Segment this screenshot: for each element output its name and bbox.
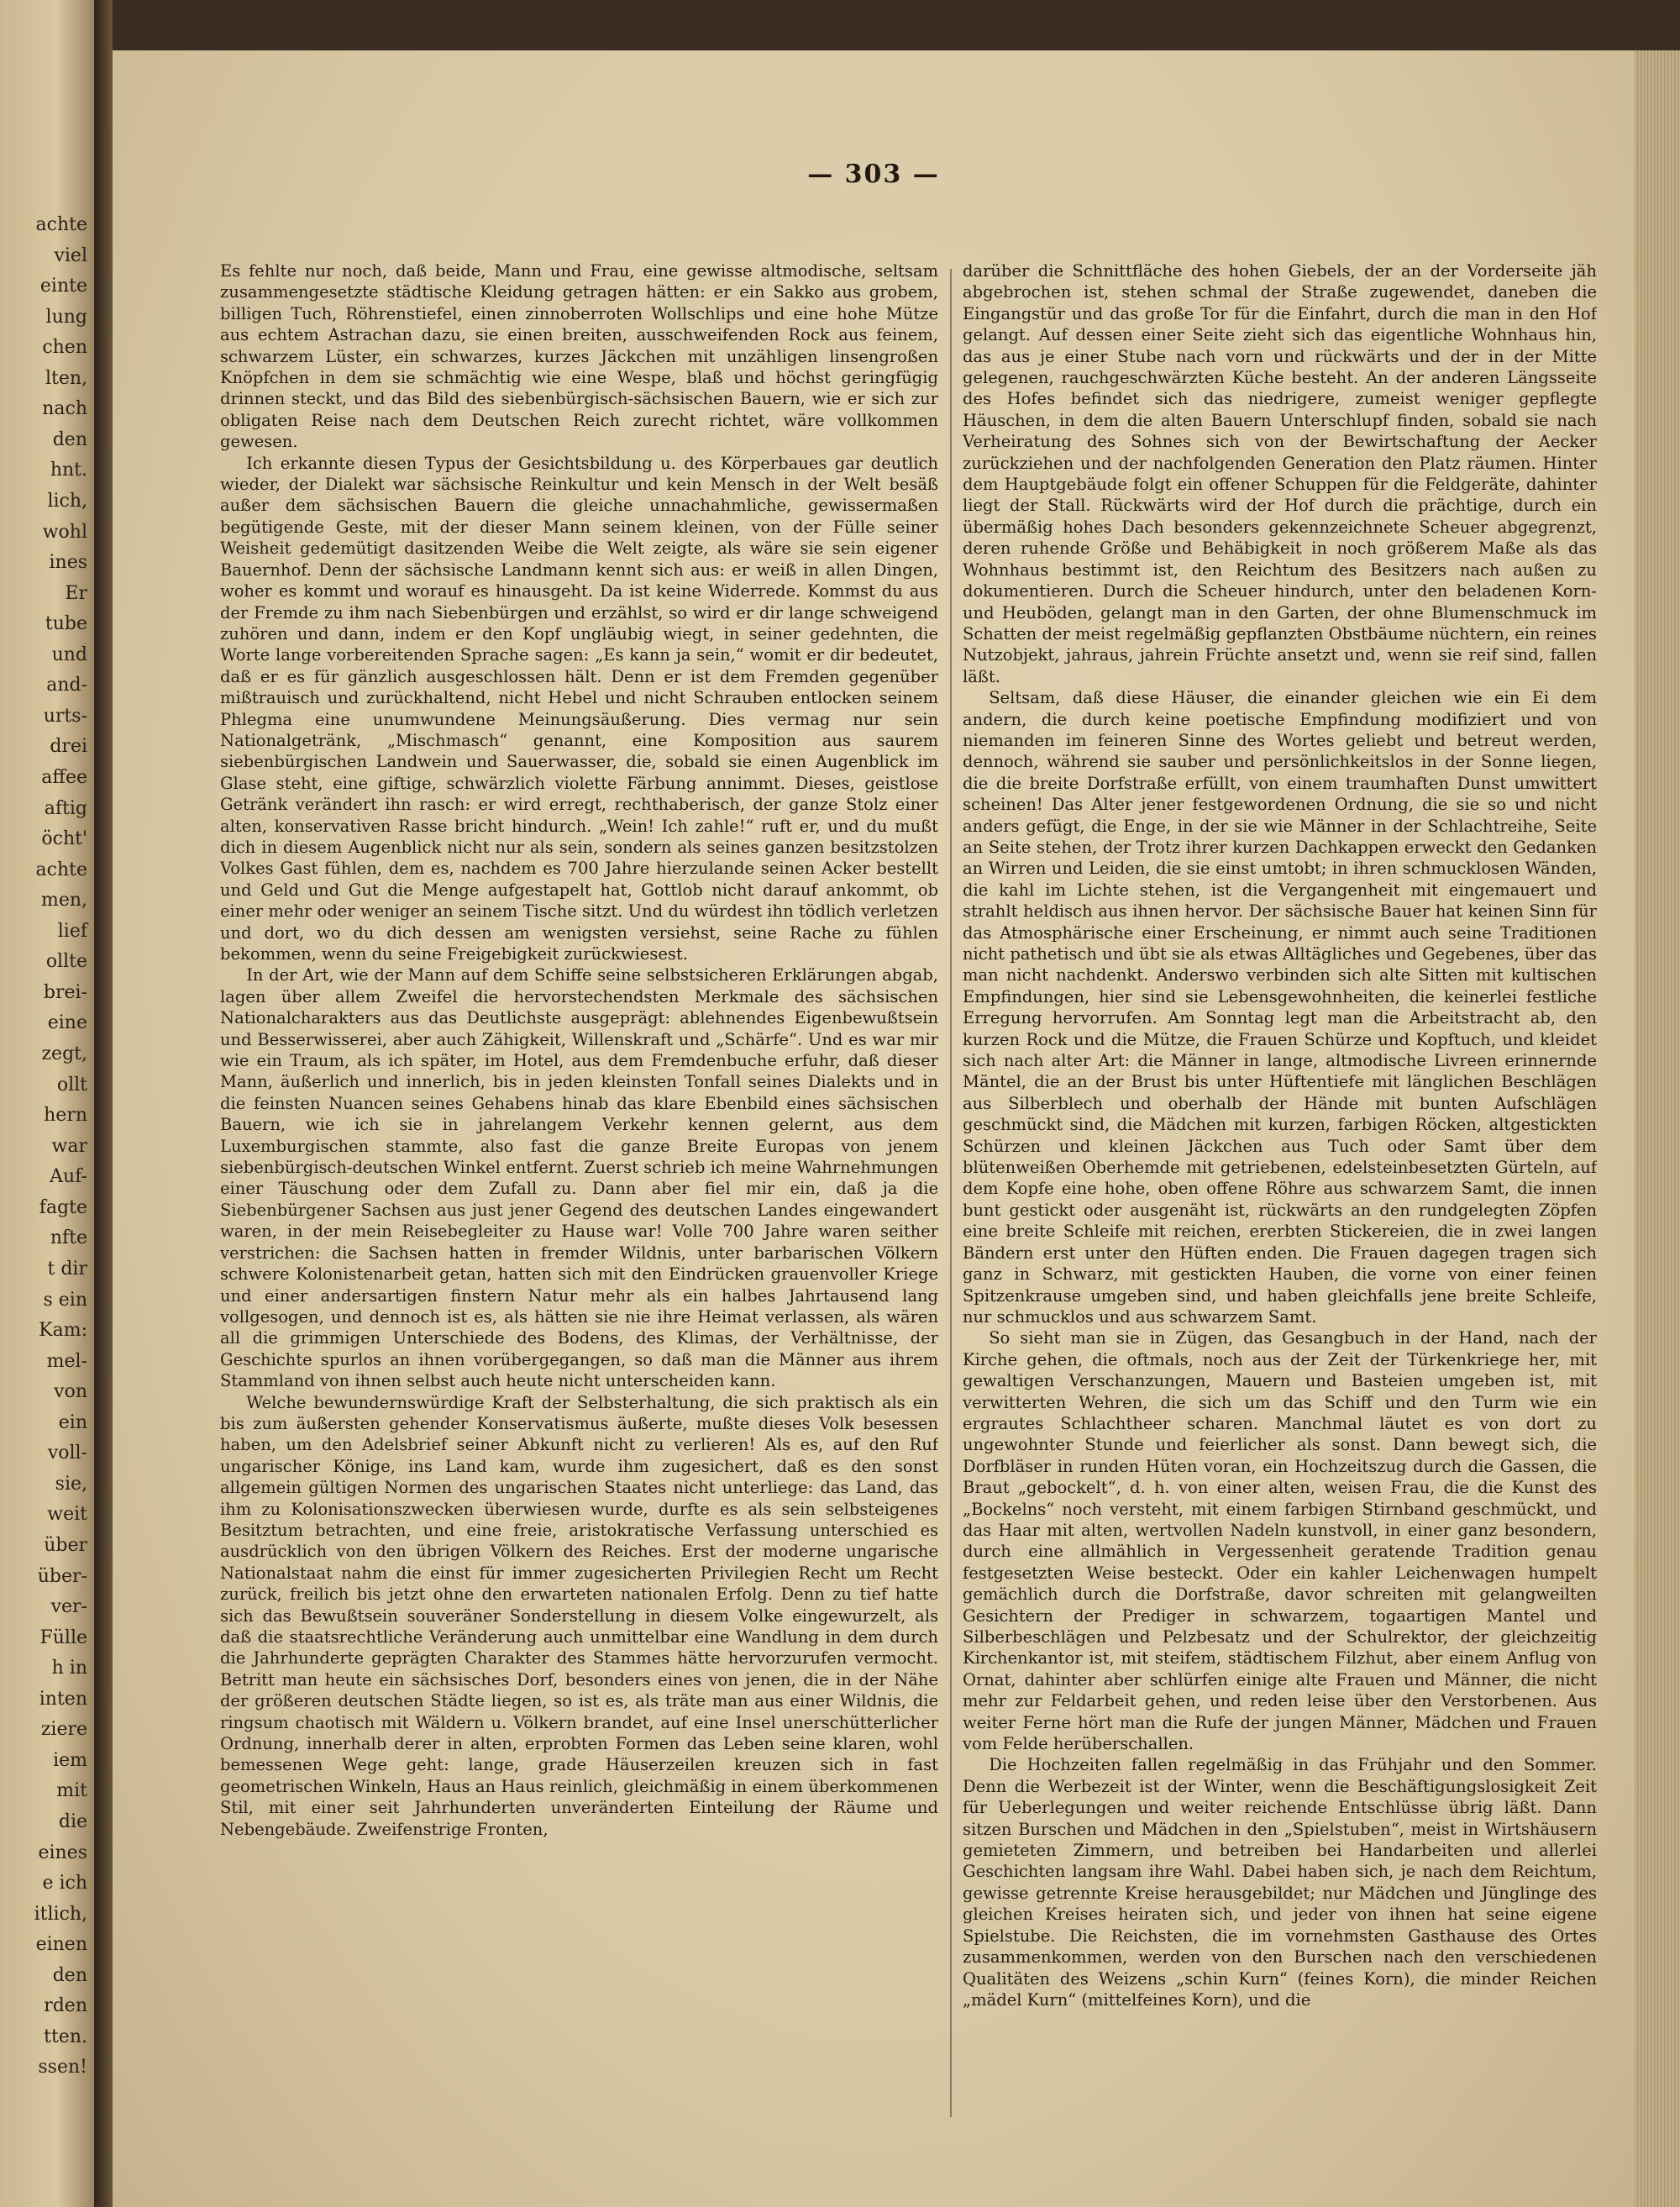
book-gutter <box>94 0 113 2207</box>
facing-page-text-fragment: aftig <box>44 798 87 819</box>
facing-page-text-fragment: itlich, <box>34 1904 87 1925</box>
facing-page-text-fragment: inten <box>39 1689 87 1710</box>
facing-page-text-fragment: lich, <box>47 491 87 512</box>
facing-page-text-fragment: lief <box>57 921 87 942</box>
facing-page-text-fragment: men, <box>40 890 87 911</box>
facing-page-text-fragment: rden <box>44 1995 87 2016</box>
facing-page-text-fragment: achte <box>35 859 87 880</box>
facing-page-text-fragment: t dir <box>47 1259 87 1280</box>
facing-page-text-fragment: lung <box>45 307 87 328</box>
paragraph: Ich erkannte diesen Typus der Gesichtsbildung u. des Körperbaues gar deutlich wieder, der Dialekt war sächsische Reinkultur und kein Mensch in der Welt besäß außer dem sächsischen Bauern die gleiche unnachahmliche, gewissermaßen begütigende Geste, mit der dieser Mann seinem kleinen, von der Fülle seiner Weisheit gedemütigt dasitzenden Weibe die Welt zeigte, als wäre sie sein eigener Bauernhof. Denn der sächsische Landmann kennt sich aus: er weiß in allen Dingen, woher es kommt und worauf es hinausgeht. Da ist keine Widerrede. Kommst du aus der Fremde zu ihm nach Siebenbürgen und erzählst, so wird er dir lange schweigend zuhören und dann, indem er den Kopf ungläubig wiegt, in seiner gedehnten, die Worte lange vorbereitenden Sprache sagen: „Es kann ja sein,“ womit er dir bedeutet, daß er es für gänzlich ausgeschlossen hält. Denn er ist dem Fremden gegenüber mißtrauisch und zurückhaltend, nicht Hebel und nicht Schrauben entlocken seinem Phlegma eine unumwundene Meinungsäußerung. Dies vermag nur sein Nationalgetränk, „Mischmasch“ genannt, eine Komposition aus saurem siebenbürgischen Landwein und Sauerwasser, die, sobald sie einen Augenblick im Glase steht, eine giftige, schwärzlich violette Färbung annimmt. Dieses, geistlose Getränk verändert ihn rasch: er wird erregt, rechthaberisch, der ganze Stolz einer alten, konservativen Rasse bricht hindurch. „Wein! Ich zahle!“ ruft er, und du mußt dich in diesem Augenblick nicht nur als sein, sondern als seines ganzen besitzstolzen Volkes Gast fühlen, dem es, nachdem es 700 Jahre hierzulande seinen Acker bestellt und Geld und Gut die Menge aufgestapelt hat, Gottlob nicht darauf ankommt, ob einer mehr oder weniger an seinem Tische sitzt. Und du würdest ihn tödlich verletzen und dort, wo du dich dessen am wenigsten versiehst, seine Rache zu fühlen bekommen, wenn du seine Freigebigkeit zurückwiesest. <box>220 453 938 964</box>
facing-page-text-fragment: Er <box>65 583 87 604</box>
facing-page-text-fragment: über- <box>37 1566 87 1587</box>
paragraph: Es fehlte nur noch, daß beide, Mann und Frau, eine gewisse altmodische, seltsam zusammengesetzte städtische Kleidung getragen hätten: er ein Sakko aus grobem, billigen Tuch, Röhrenstiefel, einen zinnoberroten Wollschlips und eine hohe Mütze aus echtem Astrachan dazu, sie einen breiten, ausschweifenden Rock aus feinem, schwarzem Lüster, ein schwarzes, kurzes Jäckchen mit unzähligen linsengroßen Knöpfchen in dem sie schmächtig wie eine Wespe, blaß und höchst geringfügig drinnen steckt, und das Bild des siebenbürgisch-sächsischen Bauern, wie er sich zur obligaten Reise nach dem Deutschen Reich zurecht richtet, wäre vollkommen gewesen. <box>220 261 938 452</box>
column-divider <box>950 269 952 2117</box>
facing-page-text-fragment: ssen! <box>38 2057 87 2078</box>
facing-page-text-fragment: voll- <box>47 1442 87 1463</box>
facing-page-text-fragment: tten. <box>44 2026 87 2047</box>
paragraph: darüber die Schnittfläche des hohen Giebels, der an der Vorderseite jäh abgebrochen ist, stehen schmal der Straße zugewendet, daneben die Eingangstür und das große Tor für die Einfahrt, durch die man in den Hof gelangt. Auf dessen einer Seite zieht sich das eigentliche Wohnhaus hin, das aus je einer Stube nach vorn und rückwärts und der in der Mitte gelegenen, rauchgeschwärzten Küche besteht. An der anderen Längsseite des Hofes befindet sich das niedrigere, zumeist weniger gepflegte Häuschen, in dem die alten Bauern Unterschlupf finden, sobald sie nach Verheiratung des Sohnes sich von der Bewirtschaftung der Aecker zurückziehen und der nachfolgenden Generation den Platz räumen. Hinter dem Hauptgebäude folgt ein offener Schuppen für die Feldgeräte, dahinter liegt der Stall. Rückwärts wird der Hof durch die prächtige, durch ein übermäßig hohes Dach besonders gekennzeichnete Scheuer abgegrenzt, deren ruhende Größe und Behäbigkeit in noch größerem Maße als das Wohnhaus bestimmt ist, den Reichtum des Besitzers nach außen zu dokumentieren. Durch die Scheuer hindurch, unter den beladenen Korn- und Heuböden, gelangt man in den Garten, der ohne Blumenschmuck im Schatten der meist regelmäßig gepflanzten Obstbäume nüchtern, ein reines Nutzobjekt, jahraus, jahrein Früchte ansetzt und, wenn sie reif sind, fallen läßt. <box>963 261 1597 686</box>
facing-page-text-fragment: nfte <box>50 1227 87 1248</box>
text-column-right <box>963 260 1597 2151</box>
facing-page-text-fragment: eines <box>38 1842 87 1863</box>
facing-page-text-fragment: achte <box>35 214 87 235</box>
facing-page-text-fragment: Auf- <box>50 1166 87 1187</box>
facing-page-text-fragment: einte <box>39 276 87 297</box>
facing-page-edge <box>0 0 94 2207</box>
facing-page-text-fragment: den <box>52 1965 87 1986</box>
facing-page-text-fragment: von <box>54 1381 87 1402</box>
facing-page-text-fragment: fagte <box>39 1197 87 1218</box>
facing-page-text-fragment: wohl <box>42 522 87 543</box>
paragraph: So sieht man sie in Zügen, das Gesangbuch in der Hand, nach der Kirche gehen, die oftmals, noch aus der Zeit der Türkenkriege her, mit gewaltigen Verschanzungen, Mauern und Basteien umgeben ist, mit verwitterten Wehren, die sich um das Schiff und den Turm wie ein ergrautes Schlachtheer scharen. Manchmal läutet es von dort zu ungewohnter Stunde und feierlicher als sonst. Dann bewegt sich, die Dorfbläser in runden Hüten voran, ein Hochzeitszug durch die Gassen, die Braut „gebockelt“, d. h. von einer alten, weisen Frau, die die Kunst des „Bockelns“ noch versteht, mit einem farbigen Stirnband geschmückt, und das Haar mit alten, wertvollen Nadeln kunstvoll, in einer ganz besondern, durch eine allmählich in Vergessenheit geratende Tradition genau festgesetzten Weise besteckt. Oder ein kahler Leichenwagen humpelt gemächlich durch die Dorfstraße, davor schreiten mit gelangweilten Gesichtern der Prediger in schwarzem, togaartigen Mantel und Silberbeschlägen und Pelzbesatz und der Schulrektor, der gleichzeitig Kirchenkantor ist, mit steifem, städtischem Filzhut, aber einem Anflug von Ornat, dahinter aber schlürfen einige alte Frauen und Männer, die nicht mehr zur Feldarbeit gehen, und reden leise über den Verstorbenen. Aus weiter Ferne hört man die Rufe der jungen Männer, Mädchen und Frauen vom Felde herüberschallen. <box>963 1328 1597 1754</box>
facing-page-text-fragment: ollte <box>45 951 87 972</box>
facing-page-text-fragment: zegt, <box>41 1043 87 1064</box>
facing-page-text-fragment: Kam: <box>39 1320 87 1341</box>
facing-page-text-fragment: öcht' <box>41 828 87 849</box>
facing-page-text-fragment: viel <box>54 245 87 266</box>
facing-page-text-fragment: hern <box>44 1105 87 1126</box>
facing-page-text-fragment: h in <box>51 1658 87 1679</box>
facing-page-text-fragment: hnt. <box>50 460 87 481</box>
facing-page-text-fragment: war <box>51 1136 87 1157</box>
facing-page-text-fragment: and- <box>46 675 87 696</box>
facing-page-text-fragment: eine <box>47 1012 87 1033</box>
page-stack-edge <box>1635 50 1680 2207</box>
page-number: — 303 — <box>807 160 940 189</box>
facing-page-text-fragment: iem <box>53 1750 87 1771</box>
facing-page-text-fragment: ver- <box>50 1596 87 1617</box>
text-column-left <box>220 260 938 2151</box>
paragraph: In der Art, wie der Mann auf dem Schiffe seine selbstsicheren Erklärungen abgab, lagen über allem Zweifel die hervorstechendsten Merkmale des sächsischen Nationalcharakters aus das Deutlichste ausgeprägt: ablehnendes Eigenbewußtsein und Besserwisserei, aber auch Zähigkeit, Willenskraft und „Schärfe“. Und es war mir wie ein Traum, als ich später, im Hotel, aus dem Fremdenbuche erfuhr, daß dieser Mann, äußerlich und innerlich, bis in jeden kleinsten Tonfall seines Dialekts und in die feinsten Nuancen seines Gehabens hinab das klare Ebenbild eines sächsischen Bauern, wie ich sie in jahrelangem Verkehr kennen gelernt, aus dem Luxemburgischen stammte, also fast die ganze Breite Europas von jenem siebenbürgisch-deutschen Winkel entfernt. Zuerst schrieb ich meine Wahrnehmungen einer Täuschung oder dem Zufall zu. Dann aber fiel mir ein, daß ja die Siebenbürgener Sachsen aus just jener Gegend des deutschen Landes eingewandert waren, in der mein Reisebegleiter zu Hause war! Volle 700 Jahre waren seither verstrichen: die Sachsen hatten in fremder Wildnis, unter barbarischen Völkern schwere Kolonistenarbeit getan, hatten sich mit den Eindrücken grauenvoller Kriege und einer andersartigen finstern Natur mehr als ein halbes Jahrtausend lang vollgesogen, und dennoch ist es, als hätten sie nie ihre Heimat verlassen, als wären all die grimmigen Unterschiede des Bodens, des Klimas, der Verhältnisse, der Geschichte spurlos an ihnen vorübergegangen, so daß man die Männer aus ihrem Stammland von ihnen selbst auch heute nicht unterscheiden kann. <box>220 965 938 1391</box>
facing-page-text-fragment: brei- <box>43 982 87 1003</box>
facing-page-text-fragment: tube <box>45 613 87 634</box>
facing-page-text-fragment: weit <box>47 1504 87 1525</box>
facing-page-text-fragment: mit <box>56 1780 87 1801</box>
facing-page-text-fragment: ollt <box>56 1075 87 1096</box>
facing-page-text-fragment: affee <box>41 767 87 788</box>
paragraph: Seltsam, daß diese Häuser, die einander gleichen wie ein Ei dem andern, die durch keine poetische Empfindung modifiziert und von niemanden im feineren Sinne des Wortes geliebt und betreut werden, dennoch, während sie sauber und persönlichkeitslos in der Sonne liegen, die die breite Dorfstraße erfüllt, von einem traumhaften Dunst umwittert scheinen! Das Alter jener festgewordenen Ordnung, die sie so und nicht anders gefügt, die Enge, in der sie wie Männer in der Schlachtreihe, Seite an Seite stehen, der Trotz ihrer kurzen Dachkappen erweckt den Gedanken an Wirren und Leiden, die sie einst umtobt; in ihren schmucklosen Wänden, die kahl im Lichte stehen, ist die Vergangenheit mit eingemauert und strahlt heldisch aus ihnen hervor. Der sächsische Bauer hat keinen Sinn für das Atmosphärische einer Erscheinung, er nimmt auch seine Traditionen nicht pathetisch und übt sie als etwas Alltägliches und Gegebenes, über das man nicht nachdenkt. Anderswo verbinden sich alte Sitten mit kultischen Empfindungen, hier sind sie Lebensgewohnheiten, die keinerlei festliche Erregung hervorrufen. Am Sonntag legt man die Arbeitstracht ab, den kurzen Rock und die Mütze, die Frauen Schürze und Kopftuch, und kleidet sich nach alter Art: die Männer in lange, altmodische Livreen erinnernde Mäntel, die an der Brust bis unter Hüftentiefe mit länglichen Beschlägen aus Silberblech und oberhalb der Hände mit bunten Aufschlägen geschmückt sind, die Mädchen mit kurzen, farbigen Röcken, altgestickten Schürzen und kleinen Jäckchen aus Tuch oder Samt über dem blütenweißen Oberhemde mit getriebenen, edelsteinbesetzten Gürteln, auf dem Kopfe eine hohe, oben offene Röhre aus schwarzem Samt, die innen bunt gestickt oder ausgenäht ist, rückwärts an den rundgelegten Zöpfen eine breite Schleife mit reichen, ererbten Stickereien, die in zwei langen Bändern erst unter den Hüften enden. Die Frauen dagegen tragen sich ganz in Schwarz, mit gestickten Hauben, die vorne von einer feinen Spitzenkrause umgeben sind, und haben gleichfalls jene breite Schleife, nur schmucklos und aus schwarzem Samt. <box>963 688 1597 1327</box>
facing-page-text-fragment: ein <box>58 1412 87 1433</box>
facing-page-text-fragment: nach <box>42 398 87 419</box>
facing-page-text-fragment: Fülle <box>39 1627 87 1648</box>
facing-page-text-fragment: einen <box>35 1934 87 1955</box>
facing-page-text-fragment: ziere <box>40 1719 87 1740</box>
facing-page-text-fragment: über <box>44 1535 87 1556</box>
facing-page-text-fragment: drei <box>50 736 87 757</box>
facing-page-text-fragment: s ein <box>43 1290 87 1311</box>
facing-page-text-fragment: sie, <box>55 1474 87 1495</box>
facing-page-text-fragment: urts- <box>43 706 87 727</box>
book-page <box>113 50 1635 2207</box>
facing-page-text-fragment: den <box>52 429 87 450</box>
facing-page-text-fragment: lten, <box>45 368 87 389</box>
paragraph: Die Hochzeiten fallen regelmäßig in das Frühjahr und den Sommer. Denn die Werbezeit ist der Winter, wenn die Beschäftigungslosigkeit Zeit für Ueberlegungen und weiter reichende Entschlüsse übrig läßt. Dann sitzen Burschen und Mädchen in den „Spielstuben“, meist in Wirtshäusern gemieteten Zimmern, und betreiben bei Handarbeiten und allerlei Geschichten langsam ihre Wahl. Dabei haben sich, je nach dem Reichtum, gewisse getrennte Kreise herausgebildet; nur Mädchen und Jünglinge des gleichen Kreises heiraten sich, und jeder von ihnen hat seine eigene Spielstube. Die Reichsten, die im vornehmsten Gasthause des Ortes zusammenkommen, werden von den Burschen nach den verschiedenen Qualitäten des Weizens „schin Kurn“ (feines Korn), die minder Reichen „mädel Kurn“ (mittelfeines Korn), und die <box>963 1755 1597 2010</box>
facing-page-text-fragment: mel- <box>46 1351 87 1372</box>
paragraph: Welche bewundernswürdige Kraft der Selbsterhaltung, die sich praktisch als ein bis zum äußersten gehender Konservatismus äußerte, mußte dieses Volk besessen haben, um den Adelsbrief seiner Abkunft nicht zu verlieren! Als es, auf den Ruf ungarischer Könige, ins Land kam, wurde ihm zugesichert, daß es den sonst allgemein gültigen Normen des ungarischen Staates nicht unterliege: das Land, das ihm zu Kolonisationszwecken überwiesen wurde, durfte es als sein selbsteigenes Besitztum betrachten, und eine freie, aristokratische Verfassung unterschied es ausdrücklich von den übrigen Völkern des Reiches. Erst der moderne ungarische Nationalstaat nahm die einst für immer zugesicherten Privilegien Recht um Recht zurück, freilich bis jetzt ohne den erwarteten nationalen Erfolg. Denn zu tief hatte sich das Bewußtsein souveräner Sonderstellung in diesem Volke eingewurzelt, als daß die staatsrechtliche Veränderung auch unmittelbar eine Wandlung in dem durch die Jahrhunderte geprägten Charakter des Stammes hätte hervorzurufen vermocht. Betritt man heute ein sächsisches Dorf, besonders eines von jenen, die in der Nähe der größeren deutschen Städte liegen, so ist es, als träte man aus einer Wildnis, die ringsum chaotisch mit Wäldern u. Völkern brandet, auf eine Insel unerschütterlicher Ordnung, innerhalb derer in alten, erprobten Formen das Leben seine klaren, wohl bemessenen Wege geht: lange, grade Häuserzeilen kreuzen sich in fast geometrischen Winkeln, Haus an Haus reinlich, gleichmäßig in einem überkommenen Stil, mit einer seit Jahrhunderten unveränderten Einteilung der Räume und Nebengebäude. Zweifenstrige Fronten, <box>220 1392 938 1839</box>
facing-page-text-fragment: e ich <box>42 1873 87 1894</box>
facing-page-text-fragment: und <box>51 644 87 665</box>
facing-page-text-fragment: die <box>58 1811 87 1832</box>
facing-page-text-fragment: ines <box>49 552 87 573</box>
facing-page-text-fragment: chen <box>42 337 87 358</box>
